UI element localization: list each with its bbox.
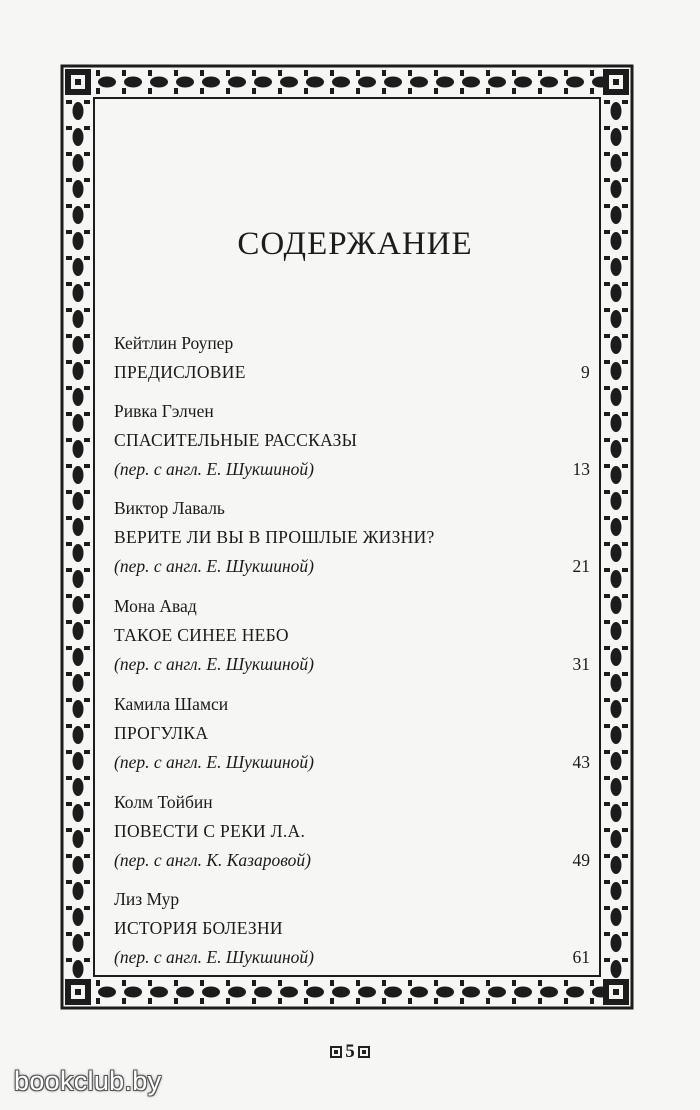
toc-page-number: 49 — [572, 850, 590, 870]
toc-translator — [114, 845, 590, 875]
toc-title: ВЕРИТЕ ЛИ ВЫ В ПРОШЛЫЕ ЖИЗНИ? — [114, 527, 435, 547]
toc-translator-text: (пер. с англ. Е. Шукшиной) — [114, 556, 315, 576]
toc-title: ПРОГУЛКА — [114, 723, 209, 743]
toc-translator-text: (пер. с англ. К. Казаровой) — [114, 850, 311, 870]
toc-translator-text: (пер. с англ. Е. Шукшиной) — [114, 752, 315, 772]
toc-title — [114, 357, 590, 387]
toc-page-number: 43 — [572, 752, 590, 772]
toc-page-number: 61 — [572, 947, 590, 967]
toc-translator-text: (пер. с англ. Е. Шукшиной) — [114, 459, 315, 479]
toc-author: Лиз Мур — [114, 889, 180, 909]
toc-title: СПАСИТЕЛЬНЫЕ РАССКАЗЫ — [114, 430, 358, 450]
toc-translator-text: (пер. с англ. Е. Шукшиной) — [114, 947, 315, 967]
square-ornament-icon — [358, 1046, 370, 1058]
toc-translator — [114, 551, 590, 581]
square-ornament-icon — [330, 1046, 342, 1058]
toc-page-number: 21 — [572, 556, 590, 576]
page-title: СОДЕРЖАНИЕ — [237, 226, 473, 262]
toc-author: Кейтлин Роупер — [114, 333, 234, 353]
toc-author: Колм Тойбин — [114, 792, 213, 812]
toc-title: ИСТОРИЯ БОЛЕЗНИ — [114, 918, 283, 938]
watermark: bookclub.by — [14, 1066, 162, 1096]
toc-translator — [114, 454, 590, 484]
toc-author: Мона Авад — [114, 596, 197, 616]
toc-translator — [114, 649, 590, 679]
toc-author: Ривка Гэлчен — [114, 401, 214, 421]
toc-translator-text: (пер. с англ. Е. Шукшиной) — [114, 654, 315, 674]
toc-page-number: 9 — [580, 362, 590, 382]
toc-title-text: ПРЕДИСЛОВИЕ — [114, 362, 246, 382]
toc-author: Виктор Лаваль — [114, 498, 225, 518]
toc-translator — [114, 747, 590, 777]
toc-author: Камила Шамси — [114, 694, 229, 714]
toc-page-number: 13 — [572, 459, 590, 479]
page-number-value: 5 — [345, 1040, 355, 1062]
toc-translator — [114, 942, 590, 972]
toc-page-number: 31 — [572, 654, 590, 674]
toc-title: ТАКОЕ СИНЕЕ НЕБО — [114, 625, 289, 645]
page-number — [0, 1038, 700, 1062]
toc-title: ПОВЕСТИ С РЕКИ Л.А. — [114, 821, 306, 841]
